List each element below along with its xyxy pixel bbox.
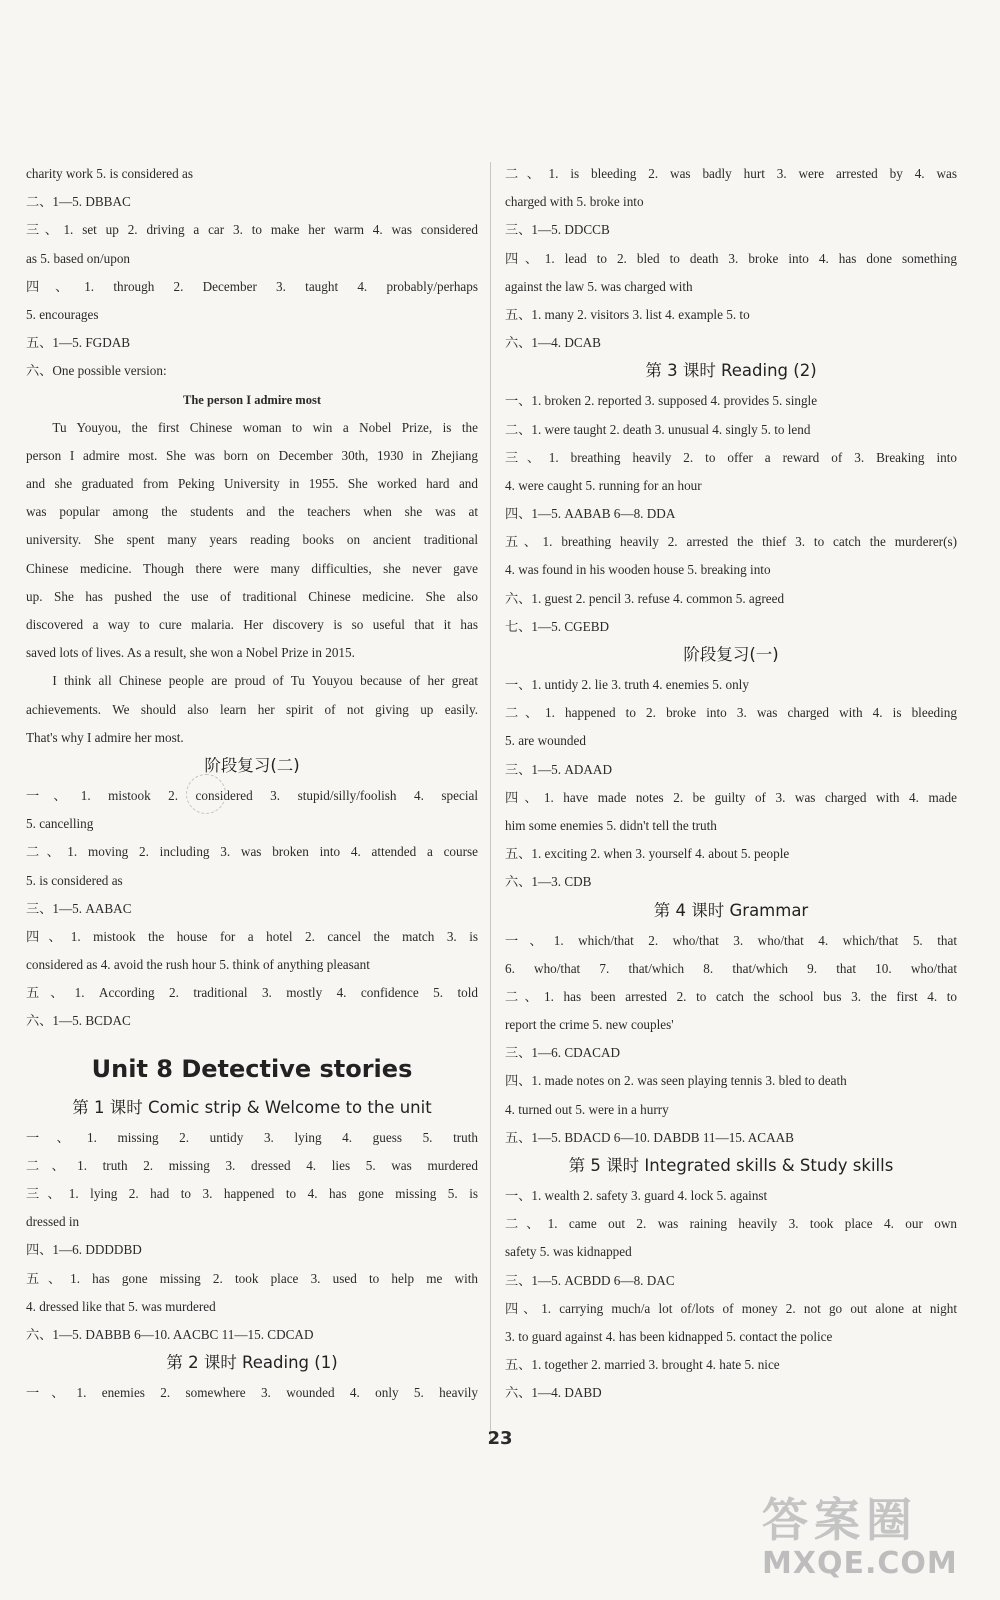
answer-line: 6. who/that 7. that/which 8. that/which 9. that 10. who/that bbox=[505, 960, 957, 976]
lesson-title: 第 4 课时 Grammar bbox=[653, 900, 809, 920]
answer-line: 一、1. missing 2. untidy 3. lying 4. guess 5. truth bbox=[26, 1129, 478, 1145]
essay-line: I think all Chinese people are proud of Tu Youyou because of her great bbox=[52, 673, 478, 689]
answer-line: university. She spent many years reading books on ancient traditional bbox=[26, 532, 478, 548]
answer-line: 四、1. made notes on 2. was seen playing tennis 3. bled to death bbox=[505, 1073, 847, 1089]
lesson-title: 第 5 课时 Integrated skills & Study skills bbox=[568, 1156, 894, 1175]
answer-line: 六、1—5. BCDAC bbox=[26, 1013, 131, 1029]
answer-line: safety 5. was kidnapped bbox=[505, 1244, 632, 1260]
answer-line: 五、1—5. FGDAB bbox=[26, 335, 131, 351]
answer-line: 三、1—5. ADAAD bbox=[505, 761, 612, 777]
answer-line: 一、1. untidy 2. lie 3. truth 4. enemies 5. only bbox=[505, 677, 749, 692]
answer-line: 一、1. broken 2. reported 3. supposed 4. provides 5. single bbox=[505, 393, 818, 409]
answer-line: 3. to guard against 4. has been kidnapped 5. contact the police bbox=[505, 1328, 833, 1344]
answer-line: 5. cancelling bbox=[26, 816, 94, 832]
answer-line: 三、1—5. ACBDD 6—8. DAC bbox=[505, 1272, 675, 1288]
answer-line: was popular among the students and the teachers when she was at bbox=[26, 504, 478, 520]
answer-line: 5. encourages bbox=[26, 306, 99, 322]
answer-line: 二、1—5. DBBAC bbox=[26, 194, 131, 210]
answer-line: 二、1. happened to 2. broke into 3. was charged with 4. is bleeding bbox=[505, 705, 957, 721]
answer-line: discovered a way to cure malaria. Her discovery is so useful that it has bbox=[26, 617, 478, 632]
answer-line: 六、1—4. DABD bbox=[505, 1385, 602, 1401]
answer-line: 四、1—5. AABAB 6—8. DDA bbox=[505, 506, 676, 522]
right-column bbox=[505, 160, 957, 1408]
answer-line: as 5. based on/upon bbox=[26, 250, 131, 266]
answer-line: 六、1. guest 2. pencil 3. refuse 4. common 5. agreed bbox=[505, 590, 785, 606]
answer-line: That's why I admire her most. bbox=[26, 729, 184, 745]
unit-title: Unit 8 Detective stories bbox=[91, 1054, 413, 1083]
answer-line: 五、1. many 2. visitors 3. list 4. example 5. to bbox=[505, 306, 750, 322]
watermark-top: 答案圈 bbox=[762, 1493, 918, 1547]
answer-line: 4. dressed like that 5. was murdered bbox=[26, 1298, 216, 1314]
left-column bbox=[26, 160, 478, 1407]
answer-line: 五、1. According 2. traditional 3. mostly 4. confidence 5. told bbox=[26, 985, 478, 1001]
answer-line: 四、1. through 2. December 3. taught 4. probably/perhaps bbox=[26, 278, 478, 294]
answer-line: charity work 5. is considered as bbox=[26, 166, 193, 181]
answer-line: Chinese medicine. Though there were many difficulties, she never gave bbox=[26, 560, 478, 576]
answer-line: 二、1. is bleeding 2. was badly hurt 3. were arrested by 4. was bbox=[505, 166, 957, 181]
answer-line: 5. is considered as bbox=[26, 872, 123, 888]
page-number: 23 bbox=[487, 1428, 513, 1449]
answer-line: 4. turned out 5. were in a hurry bbox=[505, 1101, 669, 1117]
answer-line: 二、1. truth 2. missing 3. dressed 4. lies 5. was murdered bbox=[26, 1157, 478, 1173]
answer-line: 三、1. lying 2. had to 3. happened to 4. has gone missing 5. is bbox=[26, 1186, 478, 1201]
answer-line: 三、1—6. CDACAD bbox=[505, 1045, 621, 1061]
answer-line: 六、One possible version: bbox=[26, 363, 167, 379]
answer-line: 六、1—3. CDB bbox=[505, 874, 592, 890]
answer-line: charged with 5. broke into bbox=[505, 194, 644, 210]
answer-line: report the crime 5. new couples' bbox=[505, 1017, 674, 1033]
answer-line: 四、1. have made notes 2. be guilty of 3. was charged with 4. made bbox=[505, 789, 957, 805]
answer-line: and she graduated from Peking University in 1955. She worked hard and bbox=[26, 476, 478, 492]
answer-line: 五、1. breathing heavily 2. arrested the thief 3. to catch the murderer(s) bbox=[505, 534, 957, 550]
answer-line: 四、1. carrying much/a lot of/lots of money 2. not go out alone at night bbox=[505, 1300, 957, 1316]
answer-line: 一、1. enemies 2. somewhere 3. wounded 4. only 5. heavily bbox=[26, 1385, 478, 1401]
answer-line: 二、1. moving 2. including 3. was broken into 4. attended a course bbox=[26, 844, 478, 860]
answer-line: 4. were caught 5. running for an hour bbox=[505, 477, 702, 493]
answer-line: 二、1. were taught 2. death 3. unusual 4. singly 5. to lend bbox=[505, 421, 811, 437]
answer-line: 六、1—4. DCAB bbox=[505, 335, 601, 351]
answer-line: considered as 4. avoid the rush hour 5. think of anything pleasant bbox=[26, 957, 370, 973]
answer-line: 七、1—5. CGEBD bbox=[505, 618, 610, 634]
answer-line: 5. are wounded bbox=[505, 733, 586, 749]
answer-line: 一、1. wealth 2. safety 3. guard 4. lock 5. against bbox=[505, 1188, 768, 1203]
answer-line: 一、1. mistook 2. considered 3. stupid/silly/foolish 4. special bbox=[26, 787, 478, 803]
answer-line: 一、1. which/that 2. who/that 3. who/that 4. which/that 5. that bbox=[505, 932, 957, 948]
lesson-title: 第 3 课时 Reading (2) bbox=[645, 361, 817, 381]
answer-line: 四、1—6. DDDDBD bbox=[26, 1242, 142, 1258]
essay-line: Tu Youyou, the first Chinese woman to win a Nobel Prize, is the bbox=[52, 419, 478, 435]
answer-line: him some enemies 5. didn't tell the truth bbox=[505, 817, 717, 833]
column-divider bbox=[490, 162, 491, 1442]
lesson-title: 第 2 课时 Reading (1) bbox=[166, 1353, 338, 1373]
answer-line: 六、1—5. DABBB 6—10. AACBC 11—15. CDCAD bbox=[26, 1326, 314, 1342]
stamp-mark bbox=[186, 774, 226, 814]
answer-line: 三、1—5. AABAC bbox=[26, 900, 132, 916]
watermark-logo bbox=[762, 1494, 972, 1590]
answer-line: 三、1. set up 2. driving a car 3. to make her warm 4. was considered bbox=[26, 222, 478, 238]
watermark-bottom: MXQE.COM bbox=[762, 1546, 958, 1581]
answer-line: 五、1. has gone missing 2. took place 3. used to help me with bbox=[26, 1270, 478, 1286]
answer-line: up. She has pushed the use of traditional Chinese medicine. She also bbox=[26, 588, 478, 604]
section-title: 阶段复习(一) bbox=[683, 645, 779, 664]
answer-line: person I admire most. She was born on December 30th, 1930 in Zhejiang bbox=[26, 447, 478, 463]
answer-line: 五、1—5. BDACD 6—10. DABDB 11—15. ACAAB bbox=[505, 1129, 794, 1145]
answer-line: achievements. We should also learn her spirit of not giving up easily. bbox=[26, 701, 478, 717]
answer-line: 二、1. has been arrested 2. to catch the school bus 3. the first 4. to bbox=[505, 988, 957, 1004]
answer-line: saved lots of lives. As a result, she won a Nobel Prize in 2015. bbox=[26, 645, 355, 661]
answer-line: 四、1. lead to 2. bled to death 3. broke into 4. has done something bbox=[505, 250, 957, 266]
answer-line: 二、1. came out 2. was raining heavily 3. took place 4. our own bbox=[505, 1216, 957, 1232]
answer-line: 四、1. mistook the house for a hotel 2. cancel the match 3. is bbox=[26, 928, 478, 944]
answer-line: 三、1—5. DDCCB bbox=[505, 222, 610, 238]
answer-line: 三、1. breathing heavily 2. to offer a reward of 3. Breaking into bbox=[505, 449, 957, 465]
answer-line: 4. was found in his wooden house 5. breaking into bbox=[505, 562, 771, 578]
section-title: 阶段复习(二) bbox=[204, 755, 300, 775]
answer-line: 五、1. exciting 2. when 3. yourself 4. about 5. people bbox=[505, 846, 790, 862]
answer-line: against the law 5. was charged with bbox=[505, 278, 693, 294]
essay-title: The person I admire most bbox=[183, 392, 321, 407]
answer-line: 五、1. together 2. married 3. brought 4. hate 5. nice bbox=[505, 1357, 780, 1373]
answer-line: dressed in bbox=[26, 1214, 80, 1230]
lesson-title: 第 1 课时 Comic strip & Welcome to the unit bbox=[72, 1097, 432, 1117]
